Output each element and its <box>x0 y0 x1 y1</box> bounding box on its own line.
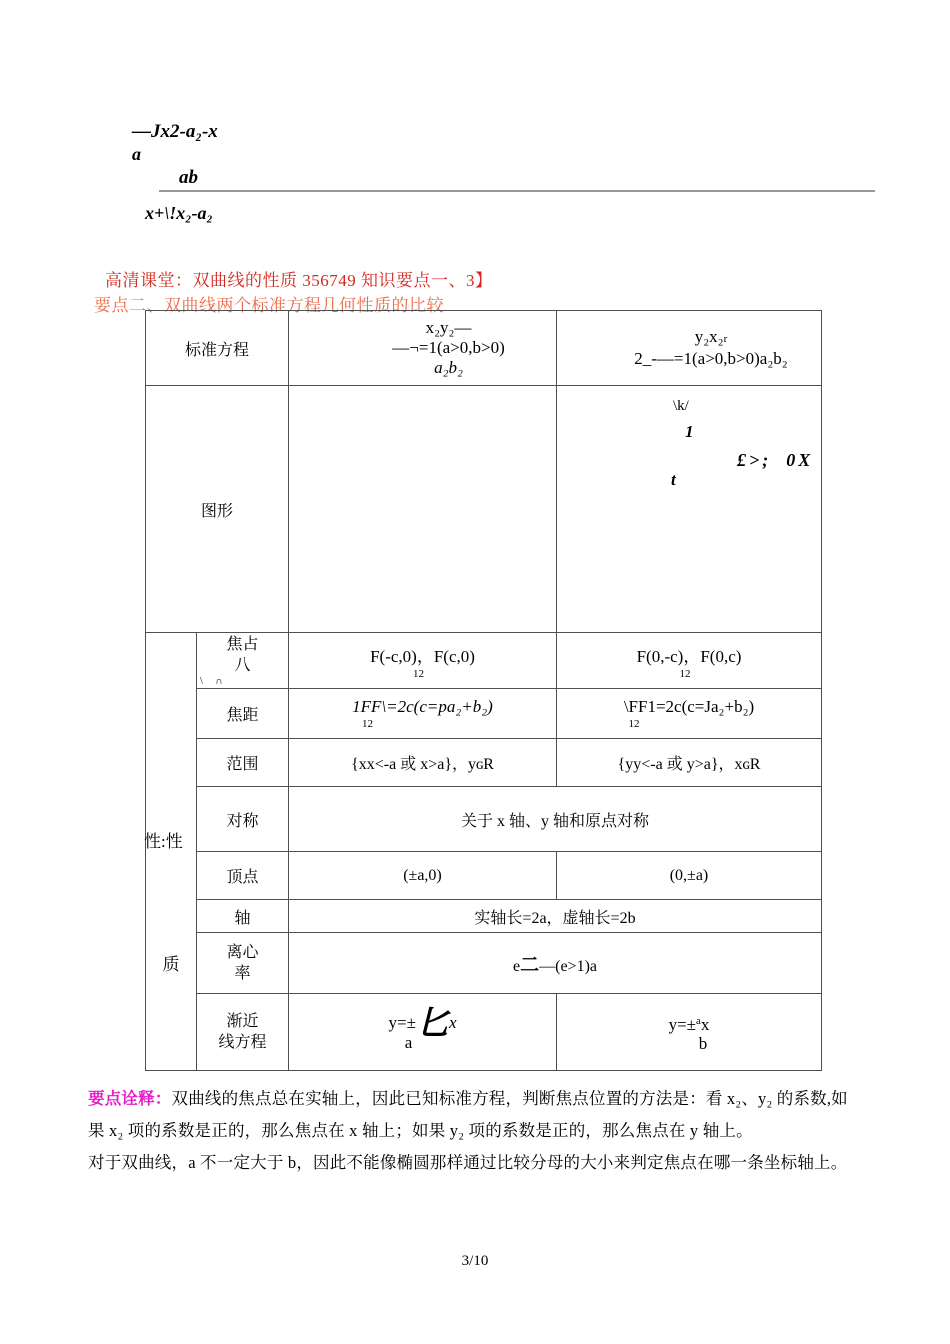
row-label-focus: 焦占 八 \ ∩ <box>197 633 289 689</box>
focus-x-cell: F(-c,0)，F(c,0) 12 <box>289 633 557 689</box>
table-row <box>146 933 822 994</box>
heading-orange: 要点二、双曲线两个标准方程几何性质的比较 <box>94 296 444 315</box>
eq-x-line1: x₂y₂— <box>425 318 472 337</box>
graph-garble-4: t <box>671 470 676 489</box>
row-label-eccentricity: 离心 率 <box>197 933 289 994</box>
graph-garble-3: £>; 0X <box>737 450 814 470</box>
focus-label-garble: \ ∩ <box>200 676 223 687</box>
graph-garble-1: \k/ <box>673 398 689 414</box>
properties-label-bottom: 质 <box>162 955 180 974</box>
table-row <box>146 633 822 689</box>
table-row <box>146 852 822 900</box>
graph-x-cell <box>289 386 557 633</box>
asymptote-y-cell: y=±$^a$x b <box>557 994 822 1071</box>
table-row <box>146 689 822 739</box>
eccentricity-merged-cell: e二—(e>1)a <box>289 933 822 994</box>
formula-line-4: x+\!x₂-a₂ <box>145 203 213 223</box>
asymptote-x-cell: y=±匕x a <box>289 994 557 1071</box>
eq-x-line3: a₂b₂ <box>434 358 463 377</box>
table-row <box>146 994 822 1071</box>
focus-y-cell: F(0,-c)，F(0,c) 12 <box>557 633 822 689</box>
range-y-cell: {yy<-a 或 y>a}，xɢR <box>557 739 822 787</box>
focal-distance-y-cell: \FF1=2c(c=Ja₂+b₂) 12 <box>557 689 822 739</box>
graph-y-cell <box>557 386 822 633</box>
table-row <box>146 900 822 933</box>
symmetry-merged-cell: 关于 x 轴、y 轴和原点对称 <box>289 787 822 852</box>
table-row <box>146 311 822 386</box>
row-label-vertex: 顶点 <box>197 852 289 900</box>
axis-merged-cell: 实轴长=2a，虚轴长=2b <box>289 900 822 933</box>
range-x-cell: {xx<-a 或 x>a}，yɢR <box>289 739 557 787</box>
notes-line-2: 果 x₂ 项的系数是正的，那么焦点在 x 轴上；如果 y₂ 项的系数是正的，那么焦点在 y 轴上。 <box>88 1121 753 1140</box>
table-row <box>146 787 822 852</box>
notes-label: 要点诠释： <box>88 1089 172 1108</box>
eq-y-line1: y₂x₂r <box>694 327 728 346</box>
focal-distance-x-cell: 1FF\=2c(c=pa₂+b₂) 12 <box>289 689 557 739</box>
standard-eq-x-cell <box>289 311 557 386</box>
eq-y-line2: 2_-—=1(a>0,b>0)a₂b₂ <box>634 349 788 368</box>
eq-x-line2: —¬=1(a>0,b>0) <box>392 338 505 357</box>
heading-red: 高清课堂：双曲线的性质 356749 知识要点一、3】 <box>105 271 493 290</box>
row-label-asymptote: 渐近 线方程 <box>197 994 289 1071</box>
formula-numerator-ab: ab <box>179 167 198 188</box>
vertex-y-cell: (0,±a) <box>557 852 822 900</box>
hyperbola-comparison-table <box>145 310 822 1071</box>
formula-line-1: —Jx2-a₂-x <box>132 121 218 142</box>
notes-line-3: 对于双曲线，a 不一定大于 b，因此不能像椭圆那样通过比较分母的大小来判定焦点在哪一条坐标轴上。 <box>88 1153 848 1172</box>
properties-label-straddle: 性:性 <box>144 832 183 851</box>
table-row <box>146 386 822 633</box>
row-label-standard-eq: 标准方程 <box>146 311 289 386</box>
standard-eq-y-cell <box>557 311 822 386</box>
formula-line-2: a <box>132 144 141 164</box>
row-label-range: 范围 <box>197 739 289 787</box>
page-number: 3/10 <box>461 1253 489 1269</box>
row-label-axis: 轴 <box>197 900 289 933</box>
notes-line-1: 要点诠释：双曲线的焦点总在实轴上，因此已知标准方程，判断焦点位置的方法是：看 x₂、y₂ 的系数,如 <box>88 1089 848 1108</box>
row-label-focal-distance: 焦距 <box>197 689 289 739</box>
fraction-rule <box>159 190 875 192</box>
row-label-symmetry: 对称 <box>197 787 289 852</box>
graph-garble-2: 1 <box>685 422 694 441</box>
table-row <box>146 739 822 787</box>
vertex-x-cell: (±a,0) <box>289 852 557 900</box>
row-label-graph: 图形 <box>146 386 289 633</box>
